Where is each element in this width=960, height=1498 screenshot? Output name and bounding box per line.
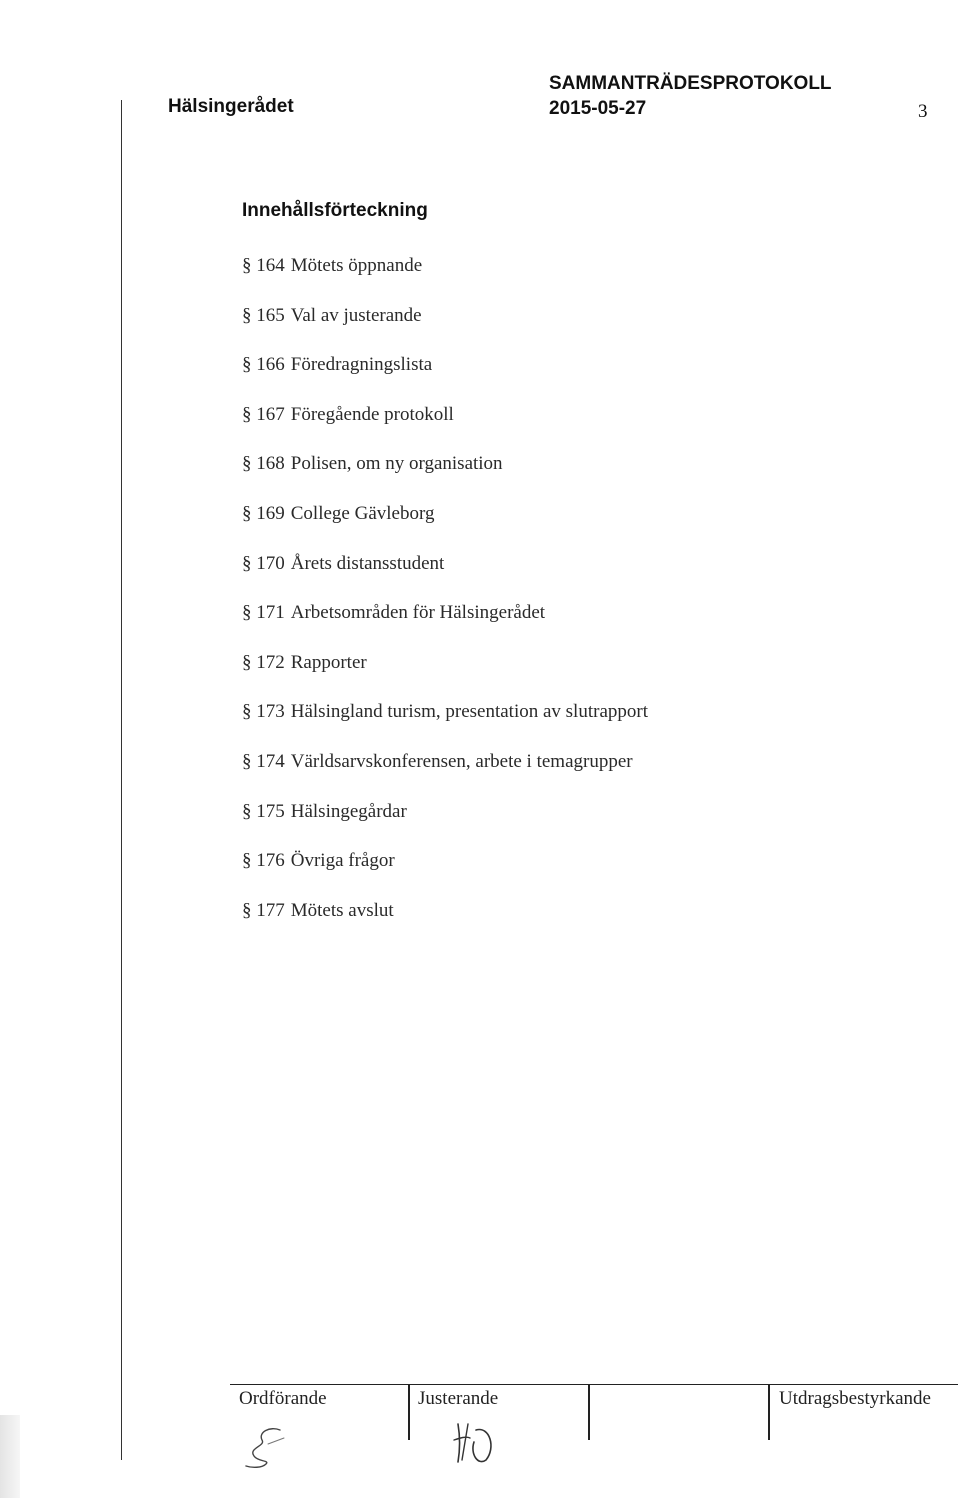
toc-item-title: Polisen, om ny organisation (290, 453, 503, 475)
toc-item-title: College Gävleborg (290, 502, 435, 524)
toc-item-title: Årets distansstudent (290, 552, 445, 574)
adjuster-label: Justerande (418, 1388, 499, 1409)
toc-item-title: Övriga frågor (290, 850, 395, 872)
document-type: SAMMANTRÄDESPROTOKOLL (549, 73, 832, 94)
toc-section-number: § 173 (242, 701, 285, 723)
signature-divider (588, 1384, 590, 1440)
toc-item (242, 898, 654, 948)
extract-label: Utdragsbestyrkande (779, 1388, 931, 1409)
toc-item-title: Hälsingegårdar (290, 800, 407, 822)
toc-item-title: Föregående protokoll (290, 403, 454, 425)
toc-section-number: § 176 (242, 850, 285, 872)
toc-section-number: § 172 (242, 651, 285, 673)
toc-item (242, 699, 654, 749)
toc-item (242, 749, 654, 799)
toc-item (242, 501, 654, 551)
toc-item (242, 551, 654, 601)
toc-item-title: Arbetsområden för Hälsingerådet (290, 602, 546, 624)
signature-divider (768, 1384, 770, 1440)
adjuster-initials (448, 1418, 500, 1468)
toc-item (242, 402, 654, 452)
toc-item-title: Hälsingland turism, presentation av slutrapport (290, 701, 648, 723)
toc-section-number: § 177 (242, 899, 285, 921)
toc-item-title: Mötets avslut (290, 899, 394, 921)
chair-signature (240, 1424, 296, 1470)
toc-item-title: Val av justerande (290, 304, 422, 326)
toc-item (242, 799, 654, 849)
organization-name: Hälsingerådet (168, 96, 294, 117)
page-number: 3 (918, 101, 928, 122)
toc-section-number: § 168 (242, 453, 285, 475)
toc-item (242, 352, 654, 402)
toc-item (242, 600, 654, 650)
chair-label: Ordförande (239, 1388, 327, 1409)
margin-rule (121, 100, 122, 1460)
toc-section-number: § 164 (242, 255, 285, 276)
toc-item (242, 650, 654, 700)
scan-artifact (0, 1415, 20, 1498)
toc-section-number: § 169 (242, 502, 285, 524)
signature-block (230, 1384, 958, 1474)
toc-list (242, 253, 654, 947)
toc-item-title: Mötets öppnande (290, 255, 423, 276)
toc-item-title: Föredragningslista (290, 354, 433, 376)
meeting-date: 2015-05-27 (549, 98, 647, 119)
toc-section-number: § 175 (242, 800, 285, 822)
toc-item-title: Världsarvskonferensen, arbete i temagrupper (290, 750, 633, 772)
toc-heading: Innehållsförteckning (242, 200, 428, 221)
signature-divider (408, 1384, 410, 1440)
signature-line (230, 1384, 958, 1385)
toc-item (242, 303, 654, 353)
toc-section-number: § 167 (242, 403, 285, 425)
toc-section-number: § 174 (242, 750, 285, 772)
toc-section-number: § 170 (242, 552, 285, 574)
toc-section-number: § 165 (242, 304, 285, 326)
toc-section-number: § 166 (242, 354, 285, 376)
toc-section-number: § 171 (242, 602, 285, 624)
toc-item (242, 848, 654, 898)
toc-item-title: Rapporter (290, 651, 367, 673)
toc-item (242, 451, 654, 501)
toc-item (242, 253, 654, 303)
